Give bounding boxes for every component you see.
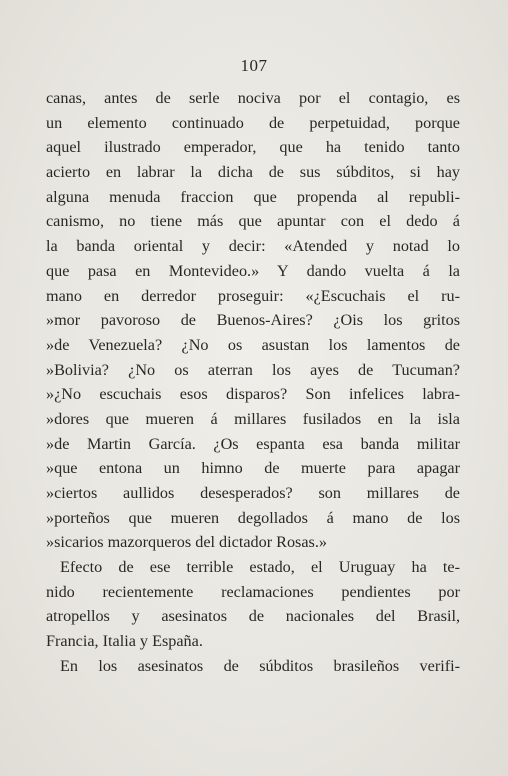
text-line: »¿No escuchais esos disparos? Son infelices labra- — [46, 385, 460, 404]
text-line: la banda oriental y decir: «Atended y notad lo — [46, 237, 460, 256]
text-line: »sicarios mazorqueros del dictador Rosas.» — [46, 533, 327, 552]
text-line: canas, antes de serle nociva por el contagio, es — [46, 89, 460, 107]
text-line: mano en derredor proseguir: «¿Escuchais el ru- — [46, 286, 460, 305]
text-line: aquel ilustrado emperador, que ha tenido tanto — [46, 138, 460, 157]
text-line: acierto en labrar la dicha de sus súbditos, si hay — [46, 163, 460, 182]
text-line: »dores que mueren á millares fusilados en la isla — [46, 409, 460, 428]
text-line: En los asesinatos de súbditos brasileños verifi- — [60, 656, 460, 675]
text-line: »Bolivia? ¿No os aterran los ayes de Tucuman? — [46, 360, 460, 379]
paragraph-3 — [46, 654, 460, 679]
text-line: nido recientemente reclamaciones pendientes por — [46, 582, 460, 601]
body-text — [46, 86, 460, 679]
text-line: Efecto de ese terrible estado, el Uruguay ha te- — [60, 558, 460, 577]
text-line: »ciertos aullidos desesperados? son millares de — [46, 484, 460, 502]
text-line: alguna menuda fraccion que propenda al republi- — [46, 187, 460, 206]
text-line: »de Martin García. ¿Os espanta esa banda militar — [46, 434, 460, 453]
text-line: Francia, Italia y España. — [46, 632, 203, 651]
page-number: 107 — [240, 56, 268, 75]
paragraph-1 — [46, 86, 460, 555]
text-line: »porteños que mueren degollados á mano de los — [46, 508, 460, 527]
text-line: atropellos y asesinatos de nacionales del Brasil, — [46, 607, 460, 626]
text-line: »que entona un himno de muerte para apagar — [46, 459, 460, 478]
text-line: canismo, no tiene más que apuntar con el dedo á — [46, 212, 460, 231]
text-line: que pasa en Montevideo.» Y dando vuelta á la — [46, 261, 460, 280]
paragraph-2 — [46, 555, 460, 654]
text-line: un elemento continuado de perpetuidad, porque — [46, 113, 460, 132]
text-line: »de Venezuela? ¿No os asustan los lamentos de — [46, 335, 460, 354]
text-line: »mor pavoroso de Buenos-Aires? ¿Ois los gritos — [46, 311, 460, 330]
